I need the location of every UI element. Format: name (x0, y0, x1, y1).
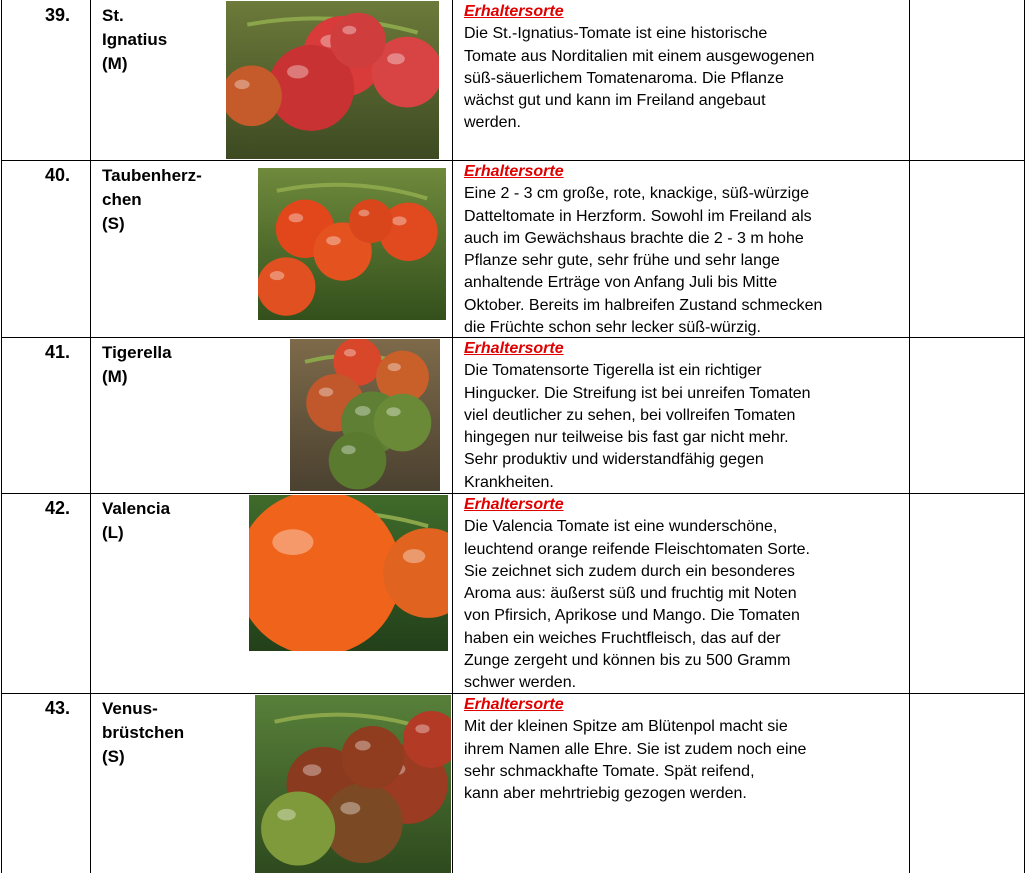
variety-description (464, 1, 904, 135)
description-line: leuchtend orange reifende Fleischtomaten Sorte. (464, 540, 810, 558)
variety-description (464, 694, 904, 805)
description-line: auch im Gewächshaus brachte die 2 - 3 m hohe (464, 229, 804, 247)
description-line: haben ein weiches Fruchtfleisch, das auf der (464, 629, 781, 647)
variety-name-line: (M) (102, 54, 128, 73)
description-line: Die Valencia Tomate ist eine wunderschöne, (464, 518, 778, 536)
description-line: Sie zeichnet sich zudem durch ein besonderes (464, 562, 795, 580)
heritage-tag: Erhaltersorte (464, 3, 564, 20)
description-line: hingegen nur teilweise bis fast gar nicht mehr. (464, 429, 789, 447)
red-tomatoes-on-vine-icon (226, 1, 439, 159)
orange-beefsteak-tomato-icon (249, 495, 448, 651)
description-line: Oktober. Bereits im halbreifen Zustand schmecken (464, 296, 823, 314)
variety-name (102, 341, 172, 389)
variety-name (102, 697, 184, 769)
variety-name-line: (M) (102, 367, 128, 386)
variety-name-line: Tigerella (102, 343, 172, 362)
variety-description (464, 338, 904, 494)
variety-name-line: Ignatius (102, 30, 168, 49)
heritage-tag: Erhaltersorte (464, 696, 564, 713)
description-line: die Früchte schon sehr lecker süß-würzig. (464, 319, 761, 337)
description-line: Hingucker. Die Streifung ist bei unreifen Tomaten (464, 384, 811, 402)
column-border (1024, 0, 1025, 873)
description-line: wächst gut und kann im Freiland angebaut (464, 92, 766, 110)
variety-description (464, 161, 904, 339)
description-line: Die Tomatensorte Tigerella ist ein richtiger (464, 362, 762, 380)
variety-name (102, 497, 170, 545)
description-line: Datteltomate in Herzform. Sowohl im Freiland als (464, 207, 812, 225)
column-border (909, 0, 910, 873)
dark-green-red-tomatoes-icon (255, 695, 451, 873)
description-line: ihrem Namen alle Ehre. Sie ist zudem noch eine (464, 740, 807, 758)
description-line: Mit der kleinen Spitze am Blütenpol macht sie (464, 718, 788, 736)
description-line: anhaltende Erträge von Anfang Juli bis Mitte (464, 274, 778, 292)
variety-name-line: Valencia (102, 499, 171, 518)
striped-tomatoes-icon (290, 339, 440, 491)
variety-number: 43. (45, 698, 71, 718)
description-line: kann aber mehrtriebig gezogen werden. (464, 785, 747, 803)
description-line: süß-säuerlichem Tomatenaroma. Die Pflanze (464, 69, 784, 87)
description-line: werden. (464, 114, 521, 132)
variety-description (464, 494, 904, 695)
description-line: Zunge zergeht und können bis zu 500 Gramm (464, 652, 791, 670)
description-line: Krankheiten. (464, 473, 554, 491)
description-line: Eine 2 - 3 cm große, rote, knackige, süß-würzige (464, 185, 810, 203)
column-border (452, 0, 453, 873)
description-line: Pflanze sehr gute, sehr frühe und sehr lange (464, 252, 780, 270)
column-border (90, 0, 91, 873)
description-line: von Pfirsich, Aprikose und Mango. Die Tomaten (464, 607, 800, 625)
column-border (1, 0, 2, 873)
description-line: sehr schmackhafte Tomate. Spät reifend, (464, 762, 755, 780)
variety-name-line: chen (102, 190, 142, 209)
heritage-tag: Erhaltersorte (464, 163, 564, 180)
heritage-tag: Erhaltersorte (464, 496, 564, 513)
variety-name-line: Venus- (102, 699, 158, 718)
variety-name-line: brüstchen (102, 723, 185, 742)
description-line: Aroma aus: äußerst süß und fruchtig mit Noten (464, 585, 797, 603)
variety-name-line: Taubenherz- (102, 166, 202, 185)
variety-name-line: (S) (102, 747, 125, 766)
heritage-tag: Erhaltersorte (464, 340, 564, 357)
description-line: Die St.-Ignatius-Tomate ist eine historische (464, 25, 768, 43)
variety-number: 40. (45, 165, 71, 185)
variety-number: 41. (45, 342, 71, 362)
description-line: Sehr produktiv und widerstandfähig gegen (464, 451, 764, 469)
description-line: Tomate aus Norditalien mit einem ausgewogenen (464, 47, 815, 65)
variety-number: 39. (45, 5, 71, 25)
description-line: viel deutlicher zu sehen, bei vollreifen Tomaten (464, 406, 796, 424)
variety-number: 42. (45, 498, 71, 518)
variety-name-line: St. (102, 6, 124, 25)
variety-name (102, 4, 167, 76)
heart-shaped-tomatoes-icon (258, 168, 446, 320)
variety-name (102, 164, 202, 236)
variety-name-line: (S) (102, 214, 125, 233)
variety-name-line: (L) (102, 523, 124, 542)
description-line: schwer werden. (464, 674, 577, 692)
